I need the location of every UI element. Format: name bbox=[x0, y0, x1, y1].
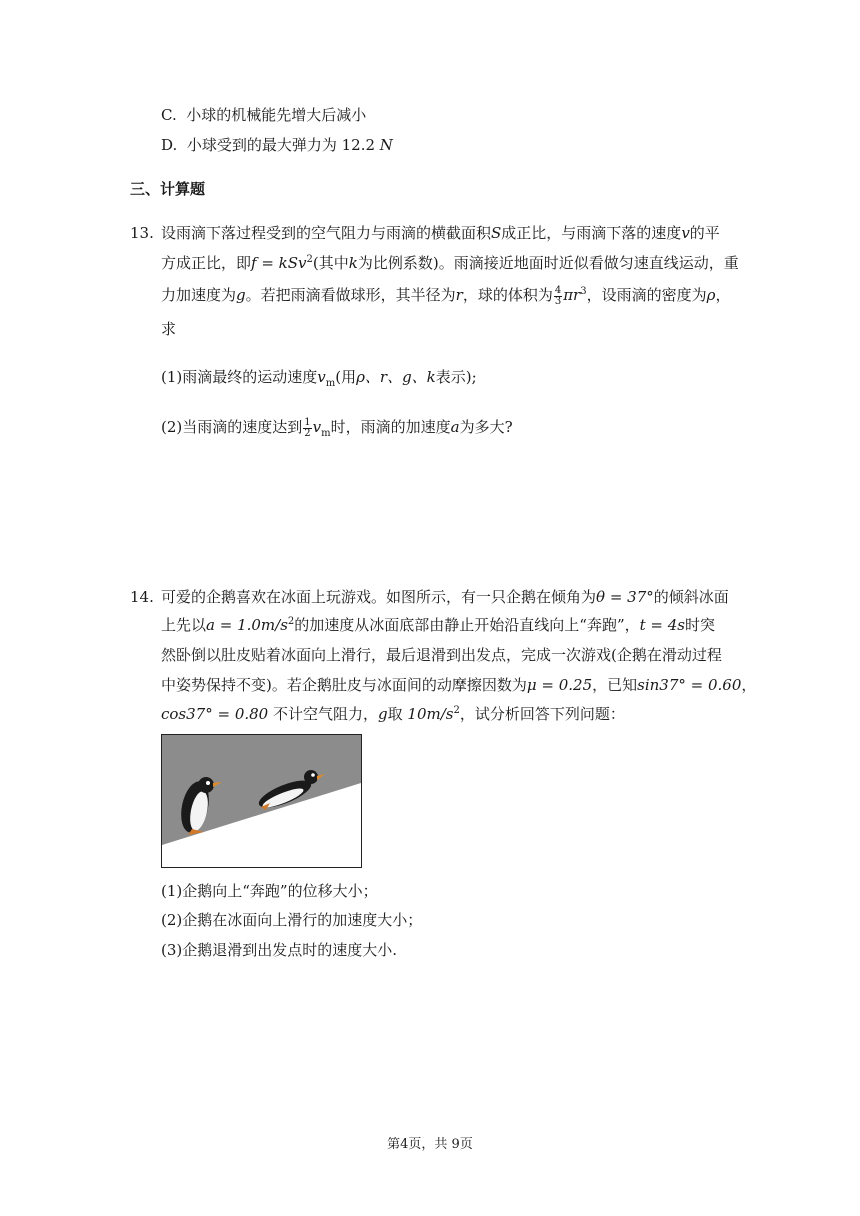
question-13-number: 13. bbox=[130, 224, 154, 242]
q14-subquestion-1: (1)企鹅向上“奔跑”的位移大小； bbox=[161, 882, 378, 900]
q14-line-2: 上先以$a = 1.0m/s^2$的加速度从冰面底部由静止开始沿直线向上“奔跑”，t = 4s时突 bbox=[161, 616, 716, 634]
volume-fraction: $\frac{4}{3}$ bbox=[554, 284, 562, 307]
section-heading: 三、计算题 bbox=[130, 180, 206, 198]
question-14-number: 14. bbox=[130, 588, 154, 606]
q13-line-2: 方成正比，即f = kSv$^2$(其中k为比例系数)。雨滴接近地面时近似看做匀速直线运动，重 bbox=[161, 254, 739, 272]
option-c: C. 小球的机械能先增大后减小 bbox=[161, 106, 367, 124]
q13-line-4: 求 bbox=[161, 320, 177, 338]
q14-line-3: 然卧倒以肚皮贴着冰面向上滑行，最后退滑到出发点，完成一次游戏(企鹅在滑动过程 bbox=[161, 646, 722, 664]
penguin-slope-figure bbox=[161, 734, 362, 868]
q13-line-3: 力加速度为g。若把雨滴看做球形，其半径为r，球的体积为 $\frac{4}{3}$ $\pi r^3$，设雨滴的密度为ρ， bbox=[161, 284, 731, 307]
page-footer: 第4页，共 9页 bbox=[387, 1137, 473, 1152]
q14-subquestion-2: (2)企鹅在冰面向上滑行的加速度大小； bbox=[161, 911, 423, 929]
q13-subquestion-2: (2)当雨滴的速度达到 $\frac{1}{2}$ $v_m$时，雨滴的加速度a为多大? bbox=[161, 416, 513, 439]
penguin-illustration bbox=[162, 735, 361, 867]
q14-line-4: 中姿势保持不变)。若企鹅肚皮与冰面间的动摩擦因数为μ = 0.25，已知sin37° = 0.60， bbox=[161, 676, 757, 694]
q14-subquestion-3: (3)企鹅退滑到出发点时的速度大小. bbox=[161, 941, 398, 959]
q13-line-1: 设雨滴下落过程受到的空气阻力与雨滴的横截面积S成正比，与雨滴下落的速度v的平 bbox=[161, 224, 720, 242]
option-d: D. 小球受到的最大弹力为 12.2 N bbox=[161, 136, 393, 154]
q13-subquestion-1: (1)雨滴最终的运动速度$v_m$(用ρ、r、g、k表示); bbox=[161, 368, 477, 389]
q14-line-5: cos37° = 0.80 不计空气阻力，g取 $10m/s^2$，试分析回答下列问题： bbox=[161, 705, 625, 723]
half-fraction: $\frac{1}{2}$ bbox=[304, 416, 311, 439]
q14-line-1: 可爱的企鹅喜欢在冰面上玩游戏。如图所示，有一只企鹅在倾角为θ = 37°的倾斜冰面 bbox=[161, 588, 729, 606]
